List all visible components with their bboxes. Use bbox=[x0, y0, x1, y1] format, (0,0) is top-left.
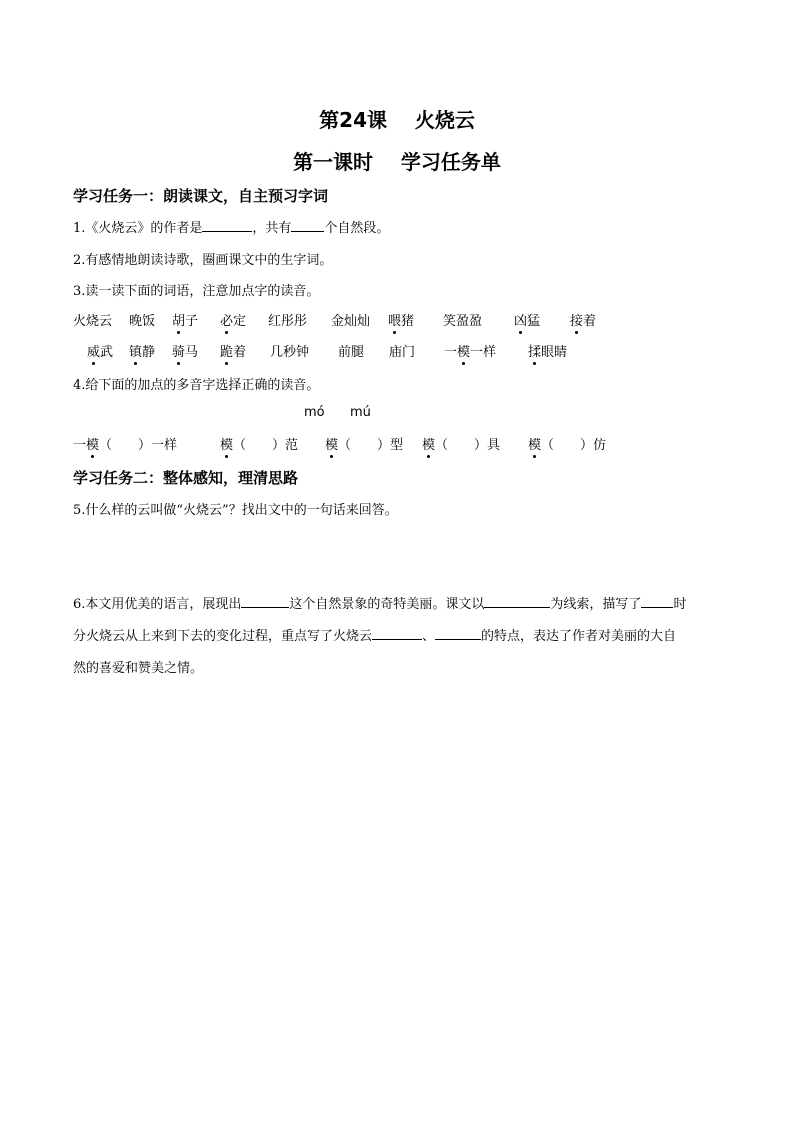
vocab-word: 前腿 bbox=[338, 345, 365, 360]
question-1: 1.《火烧云》的作者是 ，共有 个自然段。 bbox=[73, 217, 389, 236]
emphasis-dot-char: 模 bbox=[457, 341, 470, 360]
emphasis-dot-char: 骑 bbox=[172, 341, 185, 360]
emphasis-dot-char: 模 bbox=[220, 434, 233, 453]
answer-blank[interactable] bbox=[372, 625, 422, 640]
answer-blank[interactable] bbox=[291, 217, 324, 232]
task2-heading: 学习任务二：整体感知，理清思路 bbox=[73, 469, 299, 487]
emphasis-dot-char: 跪 bbox=[220, 341, 233, 360]
polyphone-item: 模（ ）仿 bbox=[528, 434, 606, 453]
vocab-word: 一模一样 bbox=[444, 341, 496, 360]
emphasis-dot-char: 胡 bbox=[172, 310, 185, 329]
emphasis-dot-char: 模 bbox=[325, 434, 338, 453]
emphasis-dot-char: 喂 bbox=[388, 310, 401, 329]
vocab-word: 红彤彤 bbox=[268, 314, 308, 329]
vocab-word: 威武 bbox=[87, 341, 113, 360]
polyphone-item: 一模（ ）一样 bbox=[73, 434, 177, 453]
question-5: 5.什么样的云叫做“火烧云”？找出文中的一句话来回答。 bbox=[73, 503, 398, 518]
vocab-word: 必定 bbox=[220, 310, 246, 329]
polyphone-item: 模（ ）具 bbox=[422, 434, 500, 453]
lesson-title: 第24课 火烧云 bbox=[319, 108, 475, 132]
lesson-subtitle: 第一课时 学习任务单 bbox=[293, 150, 501, 174]
emphasis-dot-char: 模 bbox=[86, 434, 99, 453]
emphasis-dot-char: 威 bbox=[87, 341, 100, 360]
vocab-word: 骑马 bbox=[172, 341, 198, 360]
answer-blank[interactable] bbox=[241, 593, 289, 608]
vocab-word: 接着 bbox=[570, 310, 596, 329]
vocab-word: 跪着 bbox=[220, 341, 246, 360]
emphasis-dot-char: 镇 bbox=[129, 341, 142, 360]
vocab-word: 金灿灿 bbox=[331, 314, 371, 329]
answer-blank[interactable] bbox=[484, 593, 550, 608]
question-6-line-3: 然的喜爱和赞美之情。 bbox=[73, 661, 204, 676]
vocab-word: 庙门 bbox=[389, 345, 416, 360]
question-6-line-2: 分火烧云从上来到下去的变化过程，重点写了火烧云 、 的特点，表达了作者对美丽的大自 bbox=[73, 625, 676, 644]
task1-heading: 学习任务一：朗读课文，自主预习字词 bbox=[73, 187, 329, 205]
vocab-word: 几秒钟 bbox=[270, 345, 310, 360]
answer-blank[interactable] bbox=[641, 593, 673, 608]
emphasis-dot-char: 模 bbox=[528, 434, 541, 453]
polyphone-item: 模（ ）范 bbox=[220, 434, 298, 453]
vocab-word: 笑盈盈 bbox=[443, 314, 483, 329]
question-4: 4.给下面的加点的多音字选择正确的读音。 bbox=[73, 378, 320, 393]
emphasis-dot-char: 揉 bbox=[528, 341, 541, 360]
emphasis-dot-char: 凶 bbox=[514, 310, 527, 329]
answer-blank[interactable] bbox=[435, 625, 481, 640]
question-6-line-1: 6.本文用优美的语言，展现出 这个自然景象的奇特美丽。课文以 为线索，描写了 时 bbox=[73, 593, 686, 612]
question-3: 3.读一读下面的词语，注意加点字的读音。 bbox=[73, 284, 320, 299]
vocab-word: 揉眼睛 bbox=[528, 341, 567, 360]
emphasis-dot-char: 必 bbox=[220, 310, 233, 329]
vocab-word: 凶猛 bbox=[514, 310, 540, 329]
vocab-word: 喂猪 bbox=[388, 310, 414, 329]
polyphone-item: 模（ ）型 bbox=[325, 434, 403, 453]
answer-blank[interactable] bbox=[202, 217, 252, 232]
vocab-word: 晚饭 bbox=[129, 314, 156, 329]
vocab-word: 胡子 bbox=[172, 310, 198, 329]
vocab-word: 火烧云 bbox=[73, 314, 113, 329]
pinyin-option: mú bbox=[350, 405, 371, 420]
vocab-word: 镇静 bbox=[129, 341, 155, 360]
question-2: 2.有感情地朗读诗歌，圈画课文中的生字词。 bbox=[73, 253, 333, 268]
emphasis-dot-char: 接 bbox=[570, 310, 583, 329]
emphasis-dot-char: 模 bbox=[422, 434, 435, 453]
pinyin-option: mó bbox=[304, 405, 325, 420]
